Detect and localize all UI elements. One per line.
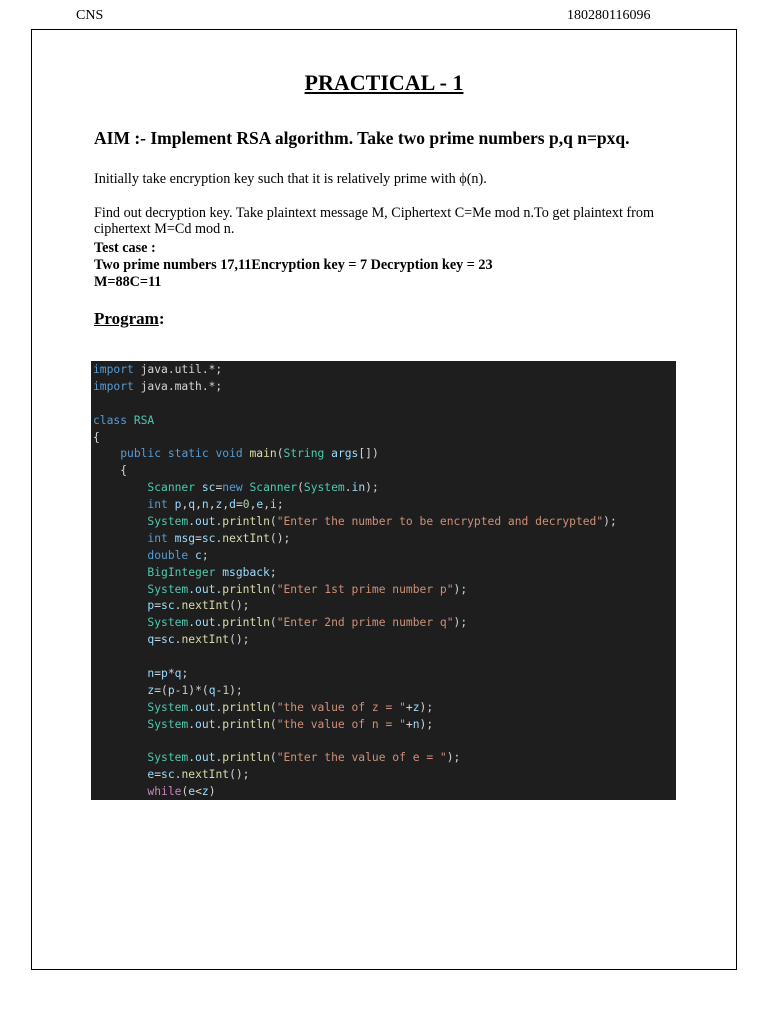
code-token: e <box>256 498 264 512</box>
code-token <box>93 498 147 511</box>
code-token: out <box>195 700 216 714</box>
code-token <box>93 549 147 562</box>
code-token: z <box>412 700 420 714</box>
code-token: . <box>215 531 223 545</box>
code-token: = <box>154 599 162 613</box>
test-case-block <box>94 240 493 291</box>
code-token: n <box>147 667 155 681</box>
code-token: q <box>208 683 216 697</box>
code-token: sc <box>201 531 216 545</box>
code-token: , <box>249 498 257 512</box>
code-token: BigInteger <box>147 565 216 579</box>
code-listing <box>91 362 617 800</box>
code-line <box>93 430 617 447</box>
code-line <box>93 379 617 396</box>
code-token: ) <box>208 785 216 799</box>
code-token <box>93 515 147 528</box>
code-line <box>93 396 617 413</box>
code-token: . <box>215 751 223 765</box>
code-token: q <box>188 498 196 512</box>
code-token: System <box>147 616 189 630</box>
code-token <box>93 633 147 646</box>
code-token: int <box>147 498 168 512</box>
code-token: ); <box>419 717 434 731</box>
code-line <box>93 582 617 599</box>
aim-heading: AIM :- Implement RSA algorithm. Take two prime numbers p,q n=pxq. <box>94 128 630 148</box>
code-token: . <box>215 582 223 596</box>
code-token: println <box>222 700 270 714</box>
code-token: sc <box>161 599 175 613</box>
code-token: + <box>405 700 413 714</box>
code-token: import <box>93 363 134 376</box>
code-token: - <box>174 683 182 697</box>
code-token: { <box>93 464 128 478</box>
code-token <box>93 768 147 781</box>
code-token <box>93 718 147 731</box>
program-label: Program <box>94 309 159 328</box>
code-line <box>93 362 617 379</box>
code-token: ( <box>276 447 284 461</box>
code-token: String <box>283 447 325 461</box>
code-token: nextInt <box>181 599 230 613</box>
code-token: , <box>222 498 230 512</box>
code-token: int <box>147 531 168 545</box>
code-token: println <box>222 751 270 765</box>
code-token: out <box>195 582 216 596</box>
code-token: . <box>215 515 223 529</box>
code-token: = <box>235 498 243 512</box>
code-token: ; <box>201 548 209 562</box>
code-token: { <box>93 430 100 444</box>
code-token <box>127 414 134 427</box>
code-token: out <box>195 616 216 630</box>
code-line <box>93 615 617 632</box>
code-token: p <box>161 667 168 681</box>
test-case-label: Test case : <box>94 240 156 256</box>
code-token: java.util.*; <box>133 363 223 376</box>
code-token: ( <box>181 785 189 799</box>
code-token: []) <box>358 447 379 461</box>
code-token: "the value of z = " <box>276 700 406 714</box>
code-token <box>195 481 202 494</box>
code-token: ( <box>269 717 277 731</box>
code-token: System <box>147 582 189 596</box>
code-token: z <box>201 785 209 799</box>
code-line <box>93 683 617 700</box>
code-line <box>93 598 617 615</box>
code-token: msg <box>174 531 196 545</box>
code-token: System <box>147 515 189 529</box>
code-token: ( <box>269 515 277 529</box>
code-token: = <box>154 633 162 647</box>
code-line <box>93 767 617 784</box>
code-token: ; <box>269 565 277 579</box>
code-token: ; <box>181 667 189 681</box>
code-token: sc <box>161 633 175 647</box>
code-token: (); <box>229 599 250 613</box>
code-token: z <box>147 683 155 697</box>
code-token: System <box>147 751 189 765</box>
code-token: q <box>147 633 155 647</box>
code-token: . <box>344 481 352 495</box>
code-token: ( <box>269 751 277 765</box>
code-line <box>93 565 617 582</box>
code-token: System <box>303 481 345 495</box>
code-token: p <box>167 683 175 697</box>
header-course-code: CNS <box>76 8 104 23</box>
code-token: while <box>147 785 182 799</box>
code-token: + <box>405 717 413 731</box>
page-title: PRACTICAL - 1 <box>304 70 464 95</box>
code-line <box>93 750 617 767</box>
code-token: println <box>222 616 270 630</box>
code-token: . <box>188 700 196 714</box>
code-token: p <box>147 599 155 613</box>
code-token: n <box>201 498 209 512</box>
code-line <box>93 734 617 751</box>
code-token: z <box>215 498 223 512</box>
code-token: = <box>195 531 202 545</box>
code-line <box>93 548 617 565</box>
code-token: ); <box>603 515 617 529</box>
code-token: public <box>120 447 162 461</box>
code-token: , <box>181 498 189 512</box>
code-token: static <box>167 447 209 461</box>
code-line <box>93 413 617 430</box>
code-token: 1 <box>222 683 230 697</box>
code-line <box>93 717 617 734</box>
code-token: 1 <box>181 683 189 697</box>
code-token: ( <box>269 616 277 630</box>
code-token: System <box>147 700 189 714</box>
code-token: , <box>208 498 216 512</box>
code-token: Scanner <box>249 481 298 495</box>
code-token: ( <box>269 700 277 714</box>
code-token: msgback <box>222 565 270 579</box>
code-token <box>243 447 250 460</box>
code-token: p <box>174 498 182 512</box>
code-token: Scanner <box>147 481 196 495</box>
code-token: (); <box>269 531 291 545</box>
code-token: println <box>222 515 270 529</box>
code-token: (); <box>229 768 250 782</box>
code-token: < <box>195 785 202 799</box>
code-token: , <box>263 498 271 512</box>
code-line <box>93 463 617 480</box>
code-token: . <box>188 751 196 765</box>
code-token: ); <box>453 582 468 596</box>
code-token: . <box>174 768 182 782</box>
code-token: . <box>188 515 196 529</box>
code-line <box>93 497 617 514</box>
code-token: = <box>215 481 223 495</box>
code-token: println <box>222 717 270 731</box>
code-token: . <box>215 616 223 630</box>
code-token <box>93 701 147 714</box>
code-token: . <box>215 700 223 714</box>
code-line <box>93 784 617 800</box>
code-token: ( <box>269 582 277 596</box>
code-line <box>93 700 617 717</box>
code-token: sc <box>201 481 216 495</box>
code-token: double <box>147 548 189 562</box>
program-heading <box>94 309 165 329</box>
code-token: n <box>412 717 420 731</box>
code-token: e <box>147 768 155 782</box>
code-token <box>168 532 175 545</box>
code-token: "Enter the number to be encrypted and decrypted" <box>276 515 604 529</box>
code-token: c <box>195 548 202 562</box>
code-token: . <box>174 599 182 613</box>
code-token <box>93 481 147 494</box>
code-token: "Enter 2nd prime number q" <box>276 616 454 630</box>
code-token: class <box>93 413 128 427</box>
code-line <box>93 632 617 649</box>
code-token: ); <box>446 751 461 765</box>
description-paragraph-1: Initially take encryption key such that it is relatively prime with ϕ(n). <box>94 171 487 187</box>
code-token <box>93 785 147 798</box>
code-token: nextInt <box>222 531 270 545</box>
code-token: ; <box>276 498 284 512</box>
code-token: . <box>174 633 182 647</box>
code-token: e <box>188 785 196 799</box>
code-token <box>168 498 175 511</box>
code-screenshot <box>91 361 676 800</box>
code-token: out <box>195 515 216 529</box>
code-token: println <box>222 582 270 596</box>
code-token: . <box>188 616 196 630</box>
code-token: "the value of n = " <box>276 717 406 731</box>
code-token <box>161 447 168 460</box>
code-line <box>93 480 617 497</box>
code-token: ); <box>453 616 468 630</box>
code-token: sc <box>161 768 175 782</box>
code-token: ); <box>419 700 434 714</box>
code-token: . <box>188 582 196 596</box>
code-token: out <box>195 717 216 731</box>
code-token: 0 <box>242 498 250 512</box>
code-line <box>93 649 617 666</box>
code-line <box>93 446 617 463</box>
code-token <box>93 599 147 612</box>
description-paragraph-2: Find out decryption key. Take plaintext message M, Ciphertext C=Me mod n.To get plaintext from ciphertext M=Cd mod n. <box>94 205 655 237</box>
code-token: ); <box>365 481 379 495</box>
code-token: System <box>147 717 189 731</box>
code-token: RSA <box>133 413 155 427</box>
code-token <box>93 583 147 596</box>
code-token <box>93 566 147 579</box>
code-token: = <box>154 768 162 782</box>
code-token: (); <box>229 633 250 647</box>
code-line <box>93 531 617 548</box>
program-colon: : <box>158 309 165 328</box>
code-token: ( <box>297 481 304 495</box>
code-token <box>93 667 147 680</box>
code-token: out <box>195 751 216 765</box>
code-token: . <box>215 717 223 731</box>
code-token: . <box>188 717 196 731</box>
code-token <box>93 447 120 460</box>
code-token: main <box>249 447 277 461</box>
code-line <box>93 666 617 683</box>
code-token: d <box>229 498 236 512</box>
code-token: i <box>270 498 277 512</box>
code-token: nextInt <box>181 768 230 782</box>
code-token: in <box>351 481 366 495</box>
code-token: new <box>222 481 243 495</box>
code-token: nextInt <box>181 633 230 647</box>
code-token <box>93 751 147 764</box>
code-token: java.math.*; <box>133 379 223 393</box>
code-token: void <box>215 447 243 461</box>
code-token: "Enter the value of e = " <box>276 751 447 765</box>
code-token: , <box>195 498 202 512</box>
code-token <box>93 616 147 629</box>
test-case-line-1: Two prime numbers 17,11Encryption key = 7 Decryption key = 23 <box>94 257 493 273</box>
test-case-line-2: M=88C=11 <box>94 274 162 290</box>
code-token <box>93 532 147 545</box>
code-token <box>93 684 147 697</box>
code-token: import <box>93 379 134 393</box>
code-token: )*( <box>188 683 209 697</box>
code-token: * <box>167 667 175 681</box>
code-token: q <box>174 667 182 681</box>
code-token: = <box>154 667 162 681</box>
code-token: - <box>215 683 223 697</box>
code-line <box>93 514 617 531</box>
header-enrollment-number: 180280116096 <box>567 8 651 23</box>
code-token: args <box>331 447 359 461</box>
code-token: ); <box>229 683 243 697</box>
code-token: "Enter 1st prime number p" <box>276 582 454 596</box>
code-token: =( <box>154 683 168 697</box>
